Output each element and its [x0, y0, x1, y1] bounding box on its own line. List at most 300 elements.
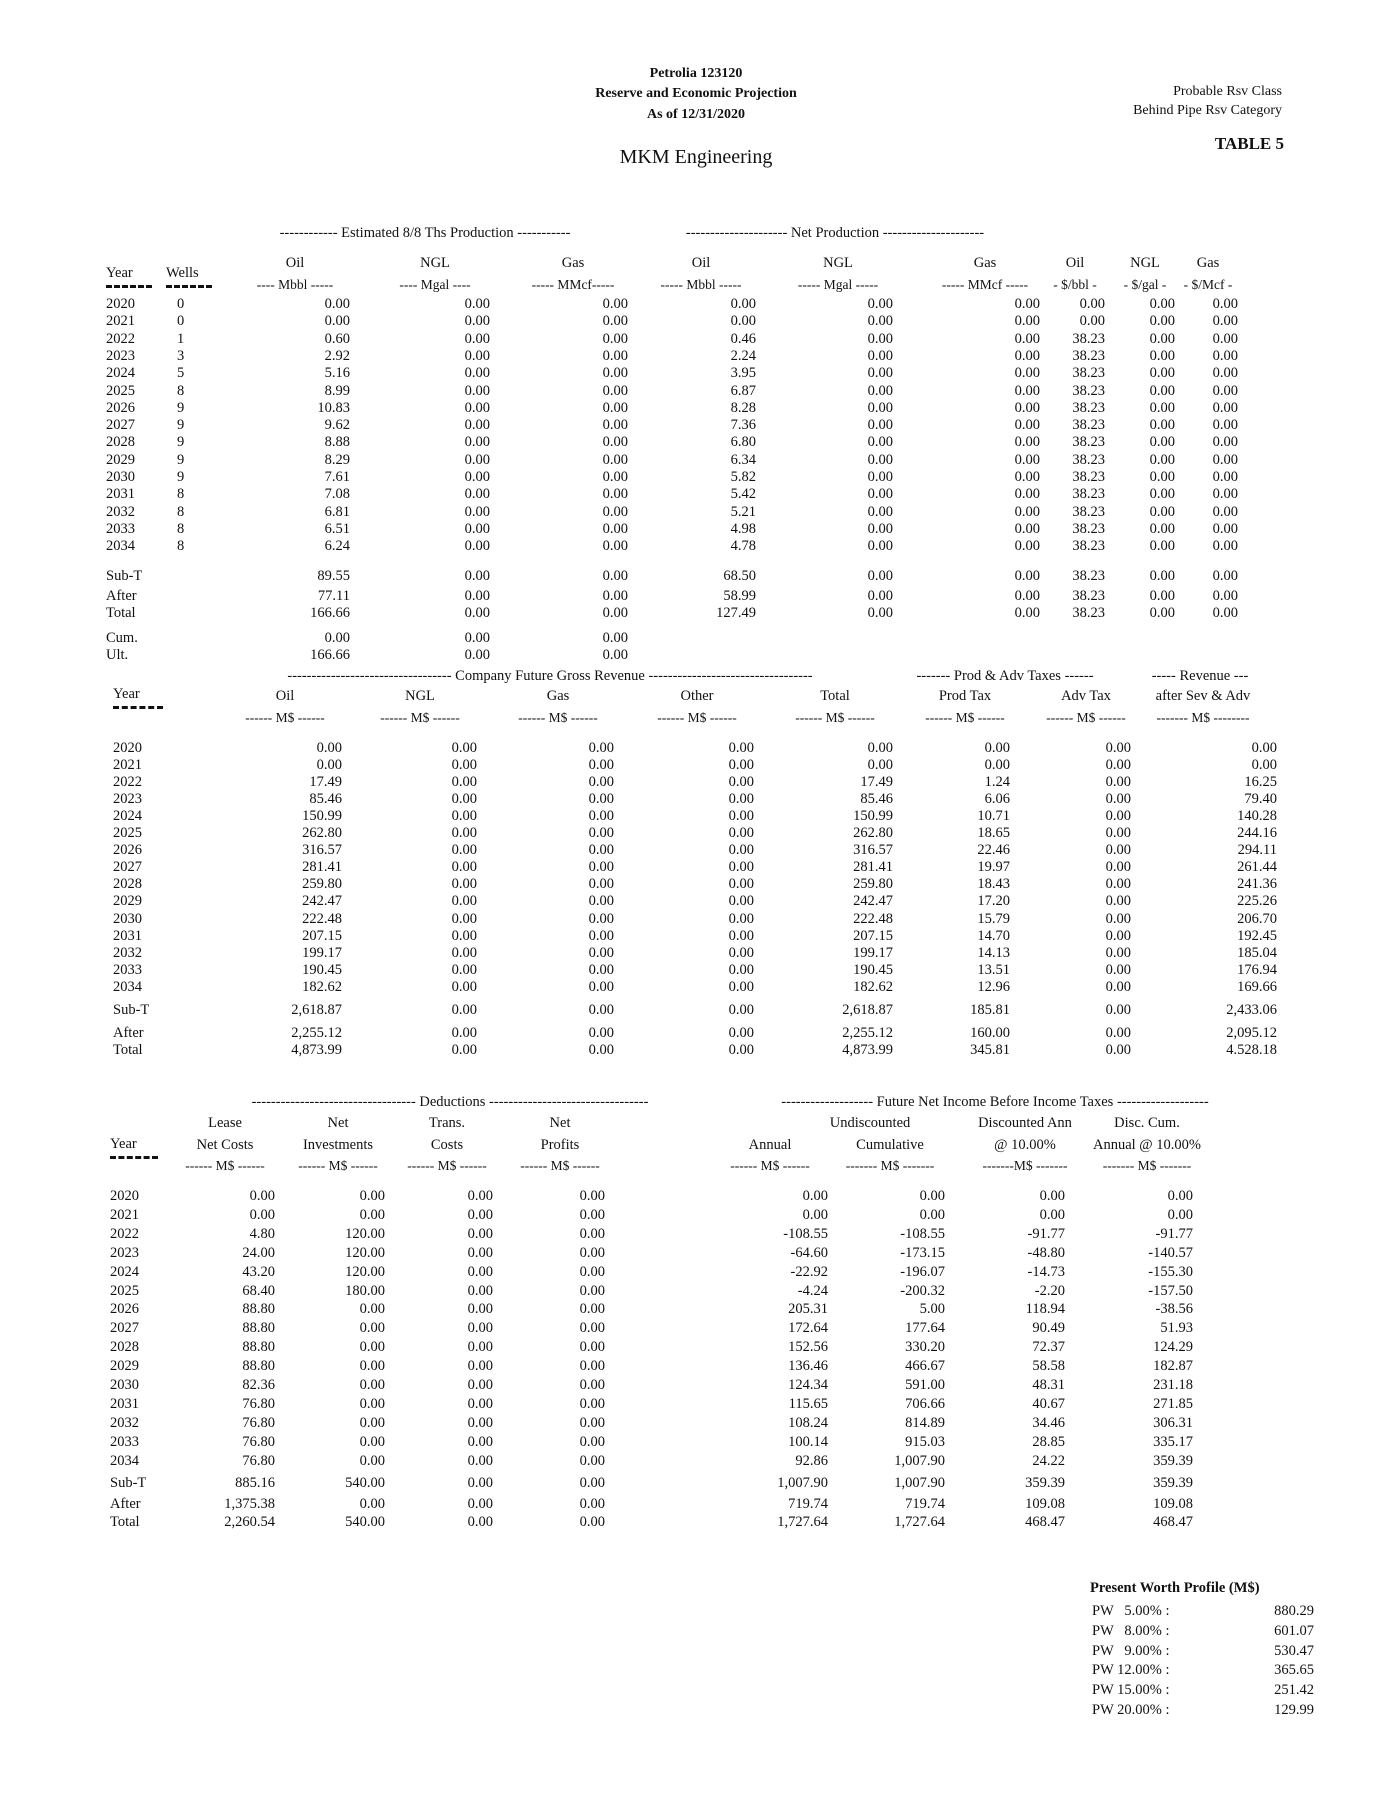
- table-row: [0, 313, 1392, 330]
- value-cell: 172.64: [788, 1320, 828, 1337]
- value-cell: 0.00: [316, 740, 342, 756]
- value-cell: 0.00: [1105, 859, 1131, 876]
- value-cell: 0.00: [464, 417, 490, 434]
- value-cell: 0.00: [1212, 330, 1238, 347]
- value-cell: 205.31: [788, 1301, 828, 1318]
- value-cell: 0.00: [359, 1206, 385, 1223]
- value-cell: 0.00: [867, 503, 893, 520]
- col-header-name2: Investments: [302, 1137, 374, 1153]
- value-cell: 0.00: [579, 1433, 605, 1450]
- value-cell: 0.00: [467, 1206, 493, 1223]
- value-cell: 6.81: [324, 503, 350, 520]
- value-cell: 0.00: [579, 1452, 605, 1469]
- report-title: Reserve and Economic Projection: [595, 86, 797, 101]
- table-row: [0, 1188, 1392, 1205]
- value-cell: 58.58: [1032, 1358, 1065, 1375]
- table-row: [0, 1453, 1392, 1470]
- wells-cell: 9: [177, 451, 185, 468]
- value-cell: 13.51: [977, 961, 1010, 978]
- value-cell: 0.00: [588, 1042, 614, 1058]
- value-cell: 5.21: [730, 503, 756, 520]
- value-cell: 0.00: [588, 1025, 614, 1041]
- value-cell: 0.00: [579, 1244, 605, 1261]
- pw-row: [1092, 1641, 1314, 1661]
- year-cell: 2020: [110, 1188, 139, 1204]
- value-cell: -108.55: [783, 1225, 828, 1242]
- year-cell: 2025: [110, 1282, 139, 1299]
- value-cell: 0.00: [984, 740, 1010, 756]
- value-cell: 166.66: [310, 647, 350, 663]
- value-cell: -108.55: [900, 1225, 945, 1242]
- value-cell: 176.94: [1237, 961, 1277, 978]
- col-header-name2: Net Costs: [196, 1137, 254, 1153]
- value-cell: 0.00: [1149, 296, 1175, 312]
- value-cell: 192.45: [1237, 927, 1277, 944]
- year-cell: 2032: [106, 503, 135, 520]
- value-cell: 0.00: [602, 630, 628, 646]
- value-cell: 0.00: [1251, 757, 1277, 774]
- value-cell: 0.00: [867, 417, 893, 434]
- value-cell: 2,260.54: [224, 1514, 275, 1530]
- table-row: [0, 348, 1392, 365]
- col-header-name1: Trans.: [428, 1115, 466, 1131]
- table-row: [0, 400, 1392, 417]
- value-cell: 0.00: [451, 893, 477, 910]
- col-header-unit: ------ M$ ------: [380, 710, 460, 725]
- summary-row: [0, 1496, 1392, 1513]
- col-header-unit: ----- MMcf-----: [531, 277, 615, 292]
- col-header-unit: ----- Mbbl -----: [660, 277, 742, 292]
- value-cell: 17.49: [309, 774, 342, 791]
- summary-label: Cum.: [106, 630, 138, 646]
- value-cell: 0.00: [1212, 347, 1238, 364]
- group-header-deductions: ---------------------------------- Deductions ---------------------------------: [251, 1094, 649, 1110]
- value-cell: 0.00: [728, 910, 754, 927]
- engineer-name: MKM Engineering: [619, 146, 773, 168]
- value-cell: 0.00: [1014, 503, 1040, 520]
- pw-rate-label: PW 20.00% :: [1092, 1702, 1170, 1718]
- summary-label: Total: [110, 1514, 140, 1530]
- value-cell: 182.62: [302, 978, 342, 995]
- pw-value: 530.47: [1274, 1642, 1314, 1659]
- value-cell: 0.00: [1149, 503, 1175, 520]
- group-header-net-revenue: ----- Revenue ---: [1151, 668, 1249, 684]
- col-header-unit: ------ M$ ------: [795, 710, 875, 725]
- pw-value: 880.29: [1274, 1603, 1314, 1619]
- value-cell: 0.00: [1212, 434, 1238, 451]
- value-cell: 0.00: [467, 1282, 493, 1299]
- value-cell: 0.00: [1014, 605, 1040, 621]
- year-cell: 2020: [113, 740, 142, 756]
- summary-row: [0, 588, 1392, 605]
- table-row: [0, 434, 1392, 451]
- value-cell: 222.48: [302, 910, 342, 927]
- table-row: [0, 1377, 1392, 1394]
- summary-row: [0, 1025, 1392, 1042]
- value-cell: 0.00: [1167, 1188, 1193, 1204]
- value-cell: 0.00: [1212, 399, 1238, 416]
- value-cell: 0.00: [1212, 469, 1238, 485]
- value-cell: 0.00: [359, 1414, 385, 1431]
- value-cell: 89.55: [317, 568, 350, 584]
- year-cell: 2025: [106, 382, 135, 399]
- col-header-name: NGL: [823, 255, 853, 271]
- value-cell: 118.94: [1025, 1301, 1065, 1318]
- col-header-name: NGL: [420, 255, 450, 271]
- value-cell: 540.00: [345, 1514, 385, 1530]
- wells-cell: 8: [177, 486, 185, 503]
- table-row: [0, 452, 1392, 469]
- group-header-gross-production: ------------ Estimated 8/8 Ths Production -----------: [279, 225, 571, 241]
- value-cell: 0.00: [1105, 825, 1131, 842]
- undiscounted-label: Undiscounted: [829, 1115, 911, 1131]
- value-cell: 190.45: [853, 961, 893, 978]
- value-cell: 0.00: [467, 1263, 493, 1280]
- value-cell: 7.36: [730, 417, 756, 434]
- value-cell: 0.00: [1167, 1206, 1193, 1223]
- year-cell: 2025: [113, 825, 142, 842]
- summary-row: [0, 568, 1392, 585]
- value-cell: 0.00: [1079, 296, 1105, 312]
- summary-label: Sub-T: [113, 1002, 150, 1018]
- value-cell: 7.61: [324, 469, 350, 485]
- value-cell: 160.00: [970, 1025, 1010, 1041]
- value-cell: 0.00: [1212, 382, 1238, 399]
- value-cell: 0.00: [1014, 296, 1040, 312]
- year-cell: 2028: [113, 876, 142, 893]
- value-cell: 0.00: [579, 1414, 605, 1431]
- value-cell: 0.00: [602, 647, 628, 663]
- wells-cell: 0: [177, 296, 185, 312]
- col-header-unit: ------ M$ ------: [245, 710, 325, 725]
- value-cell: -4.24: [797, 1282, 828, 1299]
- table-row: [0, 842, 1392, 859]
- value-cell: 0.00: [1105, 774, 1131, 791]
- year-cell: 2022: [106, 330, 135, 347]
- value-cell: 0.00: [1105, 961, 1131, 978]
- value-cell: 241.36: [1237, 876, 1277, 893]
- value-cell: 38.23: [1072, 538, 1105, 555]
- value-cell: 150.99: [853, 808, 893, 825]
- value-cell: 0.00: [728, 961, 754, 978]
- value-cell: 0.00: [467, 1377, 493, 1393]
- value-cell: 335.17: [1153, 1433, 1193, 1450]
- value-cell: 0.00: [579, 1377, 605, 1393]
- year-cell: 2021: [106, 313, 135, 330]
- value-cell: 0.00: [451, 740, 477, 756]
- value-cell: 0.00: [588, 876, 614, 893]
- col-header-name2: Cumulative: [856, 1137, 924, 1153]
- value-cell: 0.00: [728, 944, 754, 961]
- pw-rate-label: PW 12.00% :: [1092, 1662, 1170, 1679]
- value-cell: 0.00: [1212, 605, 1238, 621]
- value-cell: 0.00: [602, 417, 628, 434]
- value-cell: 48.31: [1032, 1377, 1065, 1393]
- year-cell: 2027: [113, 859, 142, 876]
- year-cell: 2021: [110, 1206, 139, 1223]
- value-cell: 5.42: [730, 486, 756, 503]
- value-cell: 206.70: [1237, 910, 1277, 927]
- table-row: [0, 825, 1392, 842]
- col-header-unit: ----- MMcf -----: [941, 277, 1029, 292]
- value-cell: 185.81: [970, 1002, 1010, 1018]
- value-cell: 359.39: [1153, 1452, 1193, 1469]
- value-cell: 0.00: [1105, 842, 1131, 859]
- value-cell: 0.00: [249, 1188, 275, 1204]
- value-cell: 0.00: [728, 1002, 754, 1018]
- value-cell: 2,618.87: [842, 1002, 893, 1018]
- value-cell: 15.79: [977, 910, 1010, 927]
- value-cell: 17.49: [860, 774, 893, 791]
- col-header-unit: - $/bbl -: [1053, 277, 1097, 292]
- table-row: [0, 911, 1392, 928]
- value-cell: 0.00: [451, 1042, 477, 1058]
- value-cell: 0.60: [324, 330, 350, 347]
- value-cell: 0.00: [1105, 876, 1131, 893]
- value-cell: 2,255.12: [842, 1025, 893, 1041]
- year-cell: 2026: [113, 842, 142, 859]
- value-cell: 0.00: [451, 978, 477, 995]
- summary-row: [0, 1475, 1392, 1492]
- summary-label: After: [110, 1496, 141, 1512]
- value-cell: 0.00: [1212, 296, 1238, 312]
- value-cell: 0.00: [728, 808, 754, 825]
- value-cell: 40.67: [1032, 1395, 1065, 1412]
- value-cell: 0.00: [1039, 1188, 1065, 1204]
- value-cell: 38.23: [1072, 605, 1105, 621]
- value-cell: 88.80: [242, 1320, 275, 1337]
- pw-value: 251.42: [1274, 1682, 1314, 1699]
- value-cell: 0.00: [464, 605, 490, 621]
- value-cell: 0.00: [359, 1188, 385, 1204]
- col-header-name: Total: [820, 688, 850, 704]
- value-cell: 0.00: [1149, 486, 1175, 503]
- value-cell: 0.00: [802, 1206, 828, 1223]
- table-row: [0, 331, 1392, 348]
- value-cell: 259.80: [302, 876, 342, 893]
- col-header-name: Oil: [275, 688, 295, 704]
- value-cell: 281.41: [853, 859, 893, 876]
- value-cell: 0.00: [464, 486, 490, 503]
- value-cell: 0.00: [602, 605, 628, 621]
- value-cell: 0.00: [464, 365, 490, 382]
- value-cell: 0.00: [1014, 417, 1040, 434]
- value-cell: 316.57: [302, 842, 342, 859]
- value-cell: 0.00: [728, 859, 754, 876]
- value-cell: 0.00: [1014, 347, 1040, 364]
- value-cell: 0.00: [1251, 740, 1277, 756]
- wells-cell: 3: [177, 347, 185, 364]
- value-cell: 0.00: [1105, 1002, 1131, 1018]
- value-cell: 466.67: [905, 1358, 945, 1375]
- value-cell: 6.24: [324, 538, 350, 555]
- value-cell: 2,255.12: [291, 1025, 342, 1041]
- wells-cell: 8: [177, 382, 185, 399]
- value-cell: 0.00: [588, 961, 614, 978]
- value-cell: 0.00: [579, 1339, 605, 1356]
- table-row: [0, 1283, 1392, 1300]
- value-cell: 0.00: [1149, 417, 1175, 434]
- value-cell: 0.00: [588, 859, 614, 876]
- value-cell: 2,433.06: [1226, 1002, 1277, 1018]
- col-header-name: Adv Tax: [1061, 688, 1111, 704]
- value-cell: 7.08: [324, 486, 350, 503]
- col-header-unit: ------- M$ --------: [1156, 710, 1250, 725]
- value-cell: 0.00: [1149, 434, 1175, 451]
- year-cell: 2023: [110, 1244, 139, 1261]
- value-cell: 0.00: [867, 296, 893, 312]
- table-row: [0, 1434, 1392, 1451]
- value-cell: 0.00: [467, 1452, 493, 1469]
- year-cell: 2027: [106, 417, 135, 434]
- wells-cell: 9: [177, 469, 185, 485]
- value-cell: 0.00: [728, 1025, 754, 1041]
- value-cell: 316.57: [853, 842, 893, 859]
- value-cell: 0.00: [919, 1188, 945, 1204]
- value-cell: 225.26: [1237, 893, 1277, 910]
- year-cell: 2031: [110, 1395, 139, 1412]
- value-cell: 0.00: [579, 1514, 605, 1530]
- col-header-name: Gas: [546, 688, 570, 704]
- value-cell: 0.00: [451, 774, 477, 791]
- year-cell: 2030: [106, 469, 135, 485]
- value-cell: 0.00: [467, 1320, 493, 1337]
- value-cell: 0.00: [867, 399, 893, 416]
- pw-row: [1092, 1700, 1314, 1720]
- year-cell: 2032: [110, 1414, 139, 1431]
- value-cell: 140.28: [1237, 808, 1277, 825]
- pw-value: 365.65: [1274, 1662, 1314, 1679]
- value-cell: 92.86: [795, 1452, 828, 1469]
- value-cell: 109.08: [1025, 1496, 1065, 1512]
- value-cell: 0.00: [1105, 1042, 1131, 1058]
- value-cell: 76.80: [242, 1452, 275, 1469]
- col-header-unit: ------- M$ -------: [845, 1158, 935, 1173]
- year-cell: 2026: [106, 399, 135, 416]
- value-cell: 38.23: [1072, 486, 1105, 503]
- value-cell: 38.23: [1072, 469, 1105, 485]
- value-cell: 0.00: [1014, 520, 1040, 537]
- value-cell: 0.00: [464, 630, 490, 646]
- value-cell: 468.47: [1153, 1514, 1193, 1530]
- value-cell: 244.16: [1237, 825, 1277, 842]
- value-cell: 115.65: [788, 1395, 828, 1412]
- value-cell: 281.41: [302, 859, 342, 876]
- col-header-wells: Wells: [166, 265, 199, 281]
- col-header-unit: ---- Mbbl -----: [256, 277, 334, 292]
- value-cell: -140.57: [1148, 1244, 1193, 1261]
- value-cell: 182.62: [853, 978, 893, 995]
- table-row: [0, 1358, 1392, 1375]
- value-cell: 0.00: [588, 740, 614, 756]
- value-cell: 0.00: [467, 1414, 493, 1431]
- wells-cell: 8: [177, 520, 185, 537]
- year-cell: 2031: [113, 927, 142, 944]
- col-header-name2: Costs: [430, 1137, 464, 1153]
- value-cell: -14.73: [1027, 1263, 1065, 1280]
- value-cell: 0.00: [588, 757, 614, 774]
- value-cell: 0.00: [728, 978, 754, 995]
- value-cell: 120.00: [345, 1244, 385, 1261]
- value-cell: 1,727.64: [894, 1514, 945, 1530]
- value-cell: 0.00: [588, 927, 614, 944]
- year-cell: 2022: [110, 1225, 139, 1242]
- value-cell: 85.46: [309, 791, 342, 808]
- pw-row: [1092, 1680, 1314, 1700]
- value-cell: 120.00: [345, 1225, 385, 1242]
- value-cell: 169.66: [1237, 978, 1277, 995]
- value-cell: 0.00: [1212, 588, 1238, 604]
- value-cell: 0.00: [359, 1496, 385, 1512]
- col-header-unit: ------ M$ ------: [730, 1158, 810, 1173]
- summary-row: [0, 1002, 1392, 1019]
- value-cell: 68.50: [723, 568, 756, 584]
- wells-cell: 5: [177, 365, 185, 382]
- value-cell: 540.00: [345, 1475, 385, 1491]
- value-cell: 0.00: [1014, 399, 1040, 416]
- value-cell: 0.00: [728, 876, 754, 893]
- value-cell: 8.29: [324, 451, 350, 468]
- value-cell: 0.00: [730, 313, 756, 330]
- value-cell: 136.46: [788, 1358, 828, 1375]
- value-cell: 76.80: [242, 1414, 275, 1431]
- value-cell: 0.00: [451, 825, 477, 842]
- value-cell: 108.24: [788, 1414, 828, 1431]
- value-cell: 0.00: [464, 347, 490, 364]
- year-cell: 2029: [106, 451, 135, 468]
- wells-underline: [166, 285, 212, 288]
- value-cell: 0.00: [602, 568, 628, 584]
- value-cell: 0.00: [579, 1282, 605, 1299]
- value-cell: 185.04: [1237, 944, 1277, 961]
- value-cell: 4,873.99: [842, 1042, 893, 1058]
- table-row: [0, 962, 1392, 979]
- value-cell: 0.00: [451, 842, 477, 859]
- value-cell: 0.00: [467, 1225, 493, 1242]
- value-cell: 0.00: [316, 757, 342, 774]
- year-cell: 2024: [113, 808, 142, 825]
- value-cell: 166.66: [310, 605, 350, 621]
- value-cell: 0.00: [1149, 538, 1175, 555]
- year-cell: 2033: [106, 520, 135, 537]
- col-header-unit: ------ M$ ------: [185, 1158, 265, 1173]
- value-cell: 0.00: [579, 1395, 605, 1412]
- pw-row: [1092, 1601, 1314, 1621]
- value-cell: 0.00: [602, 538, 628, 555]
- table-row: [0, 365, 1392, 382]
- table-row: [0, 1245, 1392, 1262]
- value-cell: 2,618.87: [291, 1002, 342, 1018]
- value-cell: 0.00: [602, 486, 628, 503]
- value-cell: 38.23: [1072, 365, 1105, 382]
- value-cell: -200.32: [900, 1282, 945, 1299]
- value-cell: 0.00: [324, 313, 350, 330]
- value-cell: 51.93: [1160, 1320, 1193, 1337]
- table-row: [0, 1207, 1392, 1224]
- value-cell: 0.00: [867, 520, 893, 537]
- value-cell: 0.00: [359, 1433, 385, 1450]
- col-header-name: Gas: [973, 255, 997, 271]
- value-cell: 0.00: [1212, 538, 1238, 555]
- value-cell: 0.00: [464, 568, 490, 584]
- year-cell: 2020: [106, 296, 135, 312]
- value-cell: 294.11: [1237, 842, 1277, 859]
- value-cell: 0.00: [588, 808, 614, 825]
- value-cell: 0.00: [1105, 893, 1131, 910]
- value-cell: 38.23: [1072, 330, 1105, 347]
- value-cell: 0.00: [1149, 399, 1175, 416]
- value-cell: 1,007.90: [894, 1452, 945, 1469]
